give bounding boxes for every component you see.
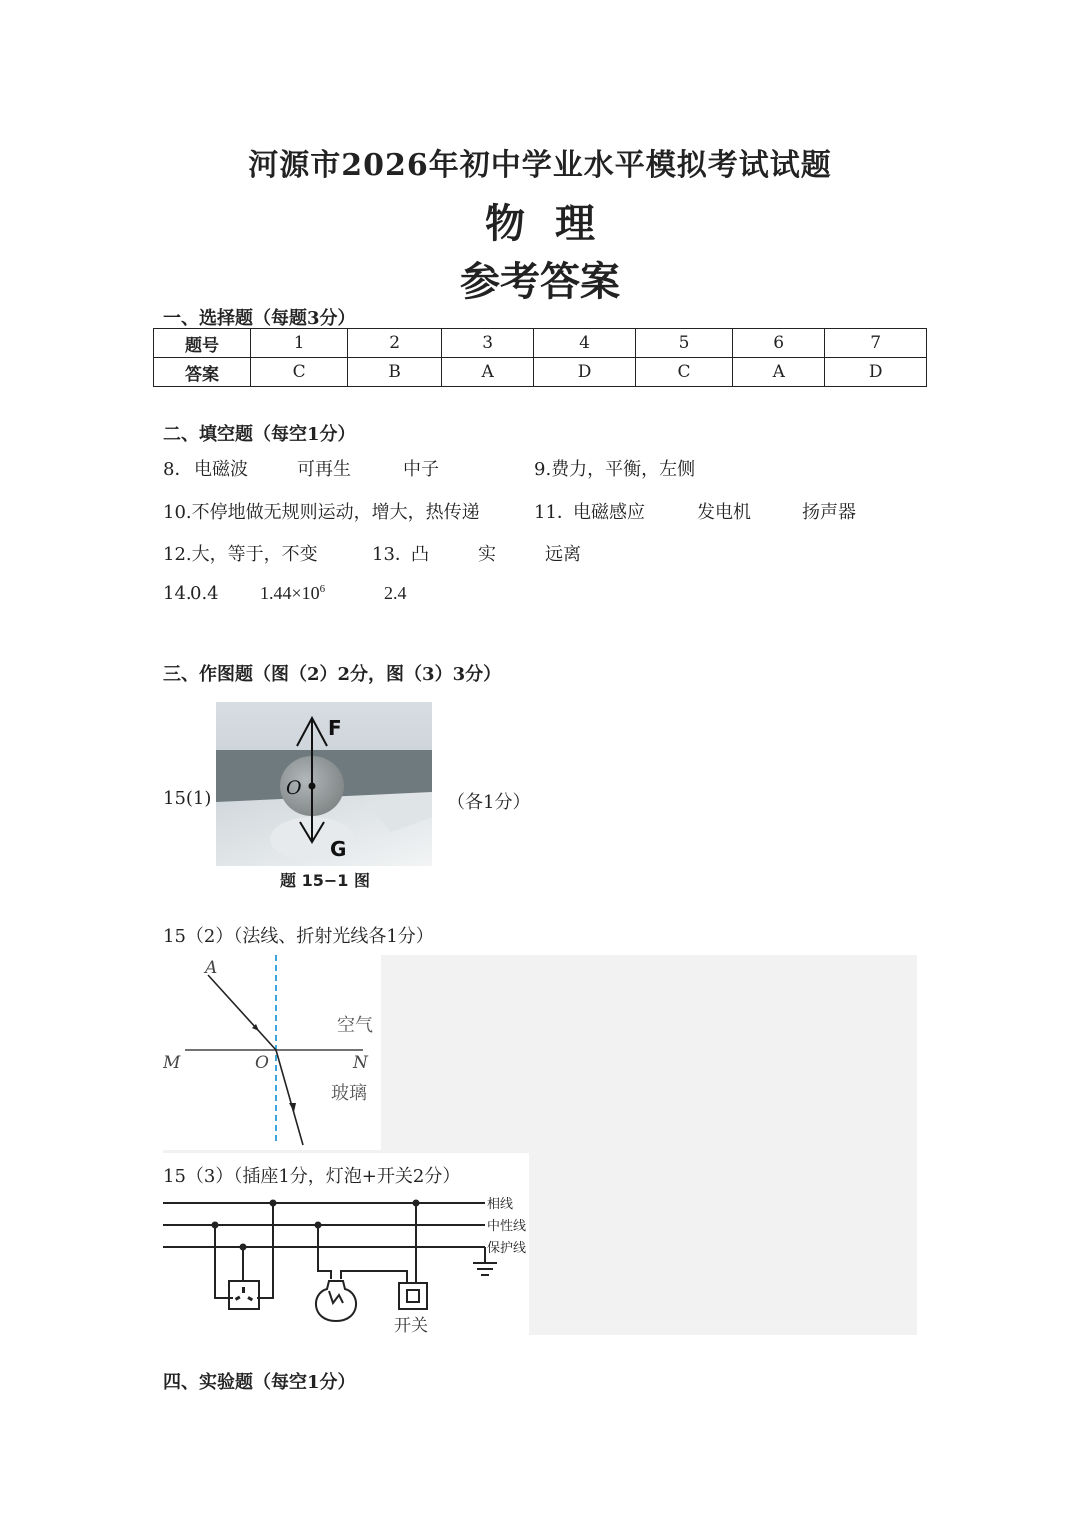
- question-number: 5: [635, 329, 732, 358]
- p2-label: 15（2）（法线、折射光线各1分）: [163, 926, 434, 947]
- q10-answer: 10.不停地做无规则运动，增大，热传递: [163, 502, 480, 523]
- label-live: 相线: [487, 1197, 514, 1212]
- label-a: A: [205, 958, 218, 978]
- refraction-diagram: [163, 955, 381, 1150]
- answer-cell: D: [825, 358, 927, 387]
- question-number: 7: [825, 329, 927, 358]
- q12-answer: 12.大，等于，不变: [163, 544, 318, 565]
- question-number: 6: [733, 329, 825, 358]
- label-f: F: [328, 716, 342, 740]
- question-number: 3: [442, 329, 534, 358]
- q11-answer-3: 扬声器: [802, 502, 856, 523]
- answer-cell: C: [635, 358, 732, 387]
- table-row: [154, 329, 927, 358]
- p1-note: （各1分）: [447, 792, 531, 813]
- q13-answer-2: 实: [478, 544, 496, 565]
- row-label-question: 题号: [154, 329, 251, 358]
- section1-title: 一、选择题（每题3分）: [163, 308, 356, 329]
- answer-cell: A: [733, 358, 825, 387]
- q11-answer-1: 电磁感应: [573, 502, 645, 523]
- section4-title: 四、实验题（每空1分）: [163, 1372, 356, 1393]
- exam-title: 河源市2026年初中学业水平模拟考试试题: [248, 148, 832, 183]
- label-o: O: [286, 777, 302, 799]
- q9-answer: 9.费力，平衡，左侧: [534, 459, 696, 480]
- q8-answer-3: 中子: [403, 459, 439, 480]
- q8-answer-2: 可再生: [297, 459, 351, 480]
- q14-answer-3: 2.4: [384, 583, 407, 603]
- q14-answer-2-exponent: 6: [319, 583, 326, 595]
- q8-answer-1: 电磁波: [194, 459, 248, 480]
- label-glass: 玻璃: [331, 1083, 367, 1104]
- q14-number: 14.: [163, 583, 192, 604]
- q8-number: 8．: [163, 459, 193, 480]
- question-number: 2: [348, 329, 442, 358]
- label-n: N: [353, 1053, 368, 1073]
- label-neutral: 中性线: [487, 1219, 527, 1234]
- answer-cell: B: [348, 358, 442, 387]
- row-label-answer: 答案: [154, 358, 251, 387]
- q13-answer-1: 凸: [411, 544, 429, 565]
- circuit-diagram: [163, 1193, 529, 1335]
- section3-title: 三、作图题（图（2）2分，图（3）3分）: [163, 664, 502, 685]
- label-air: 空气: [337, 1015, 373, 1036]
- lamp: [316, 1281, 356, 1321]
- point-o: [309, 783, 316, 790]
- switch: [399, 1283, 427, 1309]
- table-row: [154, 358, 927, 387]
- label-o: O: [255, 1053, 269, 1073]
- answer-table: [153, 328, 927, 387]
- label-earth: 保护线: [487, 1241, 527, 1256]
- q14-answer-2-base: 1.44×10: [260, 583, 320, 603]
- q14-answer-2: [260, 583, 325, 604]
- section2-title: 二、填空题（每空1分）: [163, 424, 356, 445]
- label-g: G: [330, 837, 347, 861]
- question-number: 1: [251, 329, 348, 358]
- subject-title: 物理: [485, 200, 625, 247]
- answer-key-title: 参考答案: [460, 258, 620, 305]
- q14-answer-1: 0.4: [190, 583, 219, 604]
- answer-cell: D: [534, 358, 636, 387]
- q11-number: 11．: [534, 502, 575, 523]
- p1-label: 15(1): [163, 788, 212, 809]
- label-switch: 开关: [394, 1316, 428, 1335]
- q13-number: 13．: [372, 544, 413, 565]
- q13-answer-3: 远离: [545, 544, 581, 565]
- socket: [229, 1281, 259, 1309]
- p3-label: 15（3）（插座1分，灯泡+开关2分）: [163, 1166, 461, 1187]
- label-m: M: [163, 1053, 181, 1073]
- q11-answer-2: 发电机: [697, 502, 751, 523]
- answer-cell: C: [251, 358, 348, 387]
- p1-caption: 题 15−1 图: [280, 871, 370, 890]
- question-number: 4: [534, 329, 636, 358]
- answer-cell: A: [442, 358, 534, 387]
- force-diagram-photo: [216, 702, 432, 866]
